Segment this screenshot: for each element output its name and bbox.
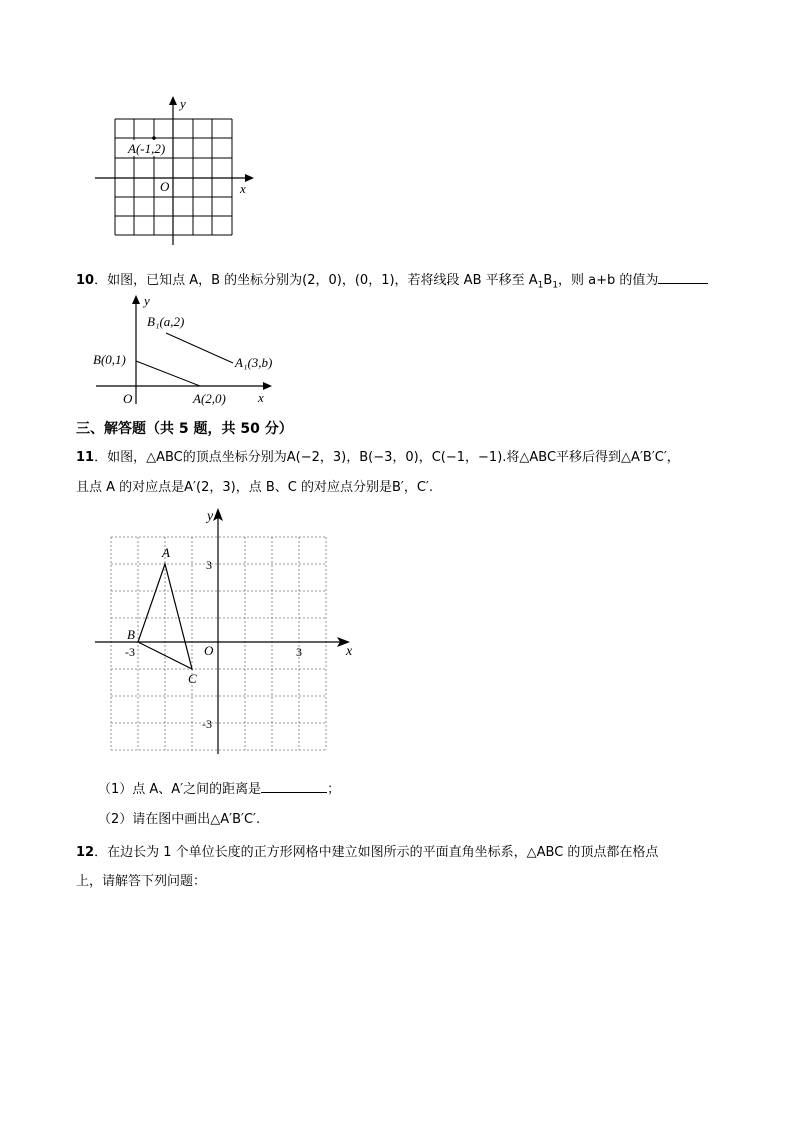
q10-y-label: y [144, 293, 150, 308]
q9-y-label: y [180, 96, 186, 111]
q9-x-label: x [240, 181, 246, 196]
q11-part1-text: （1）点 A、A′之间的距离是 [98, 782, 262, 797]
q11-origin-label: O [204, 643, 214, 658]
q11-tick-x-3: 3 [296, 645, 302, 659]
q10-x-label: x [258, 390, 264, 405]
q10-text-c: ，则 a+b 的值为 [558, 273, 659, 288]
section-3-title: 三、解答题（共 5 题，共 50 分） [76, 421, 293, 437]
q9-y-arrow [169, 96, 177, 105]
q11-vertex-b-label: B [127, 627, 135, 642]
q11-number: 11 [76, 450, 95, 465]
q11-tick-x-neg3: -3 [125, 645, 135, 659]
q9-point-a-label: A(-1,2) [128, 141, 166, 156]
q11-y-label: y [207, 509, 214, 524]
q11-part1-blank[interactable] [261, 780, 327, 793]
q10-segment-a1b1 [166, 333, 233, 363]
q11-tick-y-3: 3 [206, 558, 212, 572]
q10-text-a: ．如图，已知点 A，B 的坐标分别为(2，0)，(0，1)，若将线段 AB 平移至 A [94, 273, 538, 288]
q11-grid-figure [92, 504, 360, 756]
q12-line2: 上，请解答下列问题： [76, 874, 207, 889]
q9-point-a [152, 136, 156, 140]
q12-line1-text: ．在边长为 1 个单位长度的正方形网格中建立如图所示的平面直角坐标系，△ABC 的顶点都在格点 [94, 845, 659, 860]
q10-a1-label: A₁(3,b) [235, 355, 273, 370]
q11-line2: 且点 A 的对应点是A′(2，3)，点 B、C 的对应点分别是B′，C′. [76, 480, 433, 495]
q11-vertex-c-label: C [188, 671, 197, 686]
q11-tick-y-neg3: -3 [202, 717, 212, 731]
q10-b-label: B(0,1) [93, 352, 126, 367]
q10-text-b: B [543, 273, 553, 288]
q10-sub1: 1 [537, 280, 544, 291]
q11-part1 [98, 780, 340, 799]
q10-origin-label: O [123, 391, 133, 406]
q10-sub2: 1 [552, 280, 559, 291]
q11-line1 [76, 449, 680, 467]
q12-line1 [76, 844, 658, 862]
q10-figure [90, 292, 300, 410]
q10-b1-label: B₁(a,2) [147, 314, 185, 329]
q11-vertex-a-label: A [162, 545, 170, 560]
q10-y-arrow [132, 295, 140, 304]
q10-x-arrow [263, 382, 272, 390]
q12-number: 12 [76, 845, 95, 860]
q10-segment-ab [136, 361, 200, 386]
q11-x-label: x [346, 644, 353, 659]
q11-part1-end: ； [327, 782, 341, 797]
q10-number: 10 [76, 273, 95, 288]
q10-a-label: A(2,0) [193, 391, 226, 406]
q10-answer-blank[interactable] [658, 271, 708, 284]
q11-part2: （2）请在图中画出△A′B′C′. [98, 812, 261, 827]
q9-origin-label: O [160, 179, 170, 194]
q9-grid-figure [90, 92, 260, 250]
q11-line1-text: ．如图，△ABC的顶点坐标分别为A(−2，3)，B(−3，0)，C(−1，−1).将△ABC平移后得到△A′B′C′， [94, 450, 680, 465]
q9-x-arrow [245, 174, 254, 182]
